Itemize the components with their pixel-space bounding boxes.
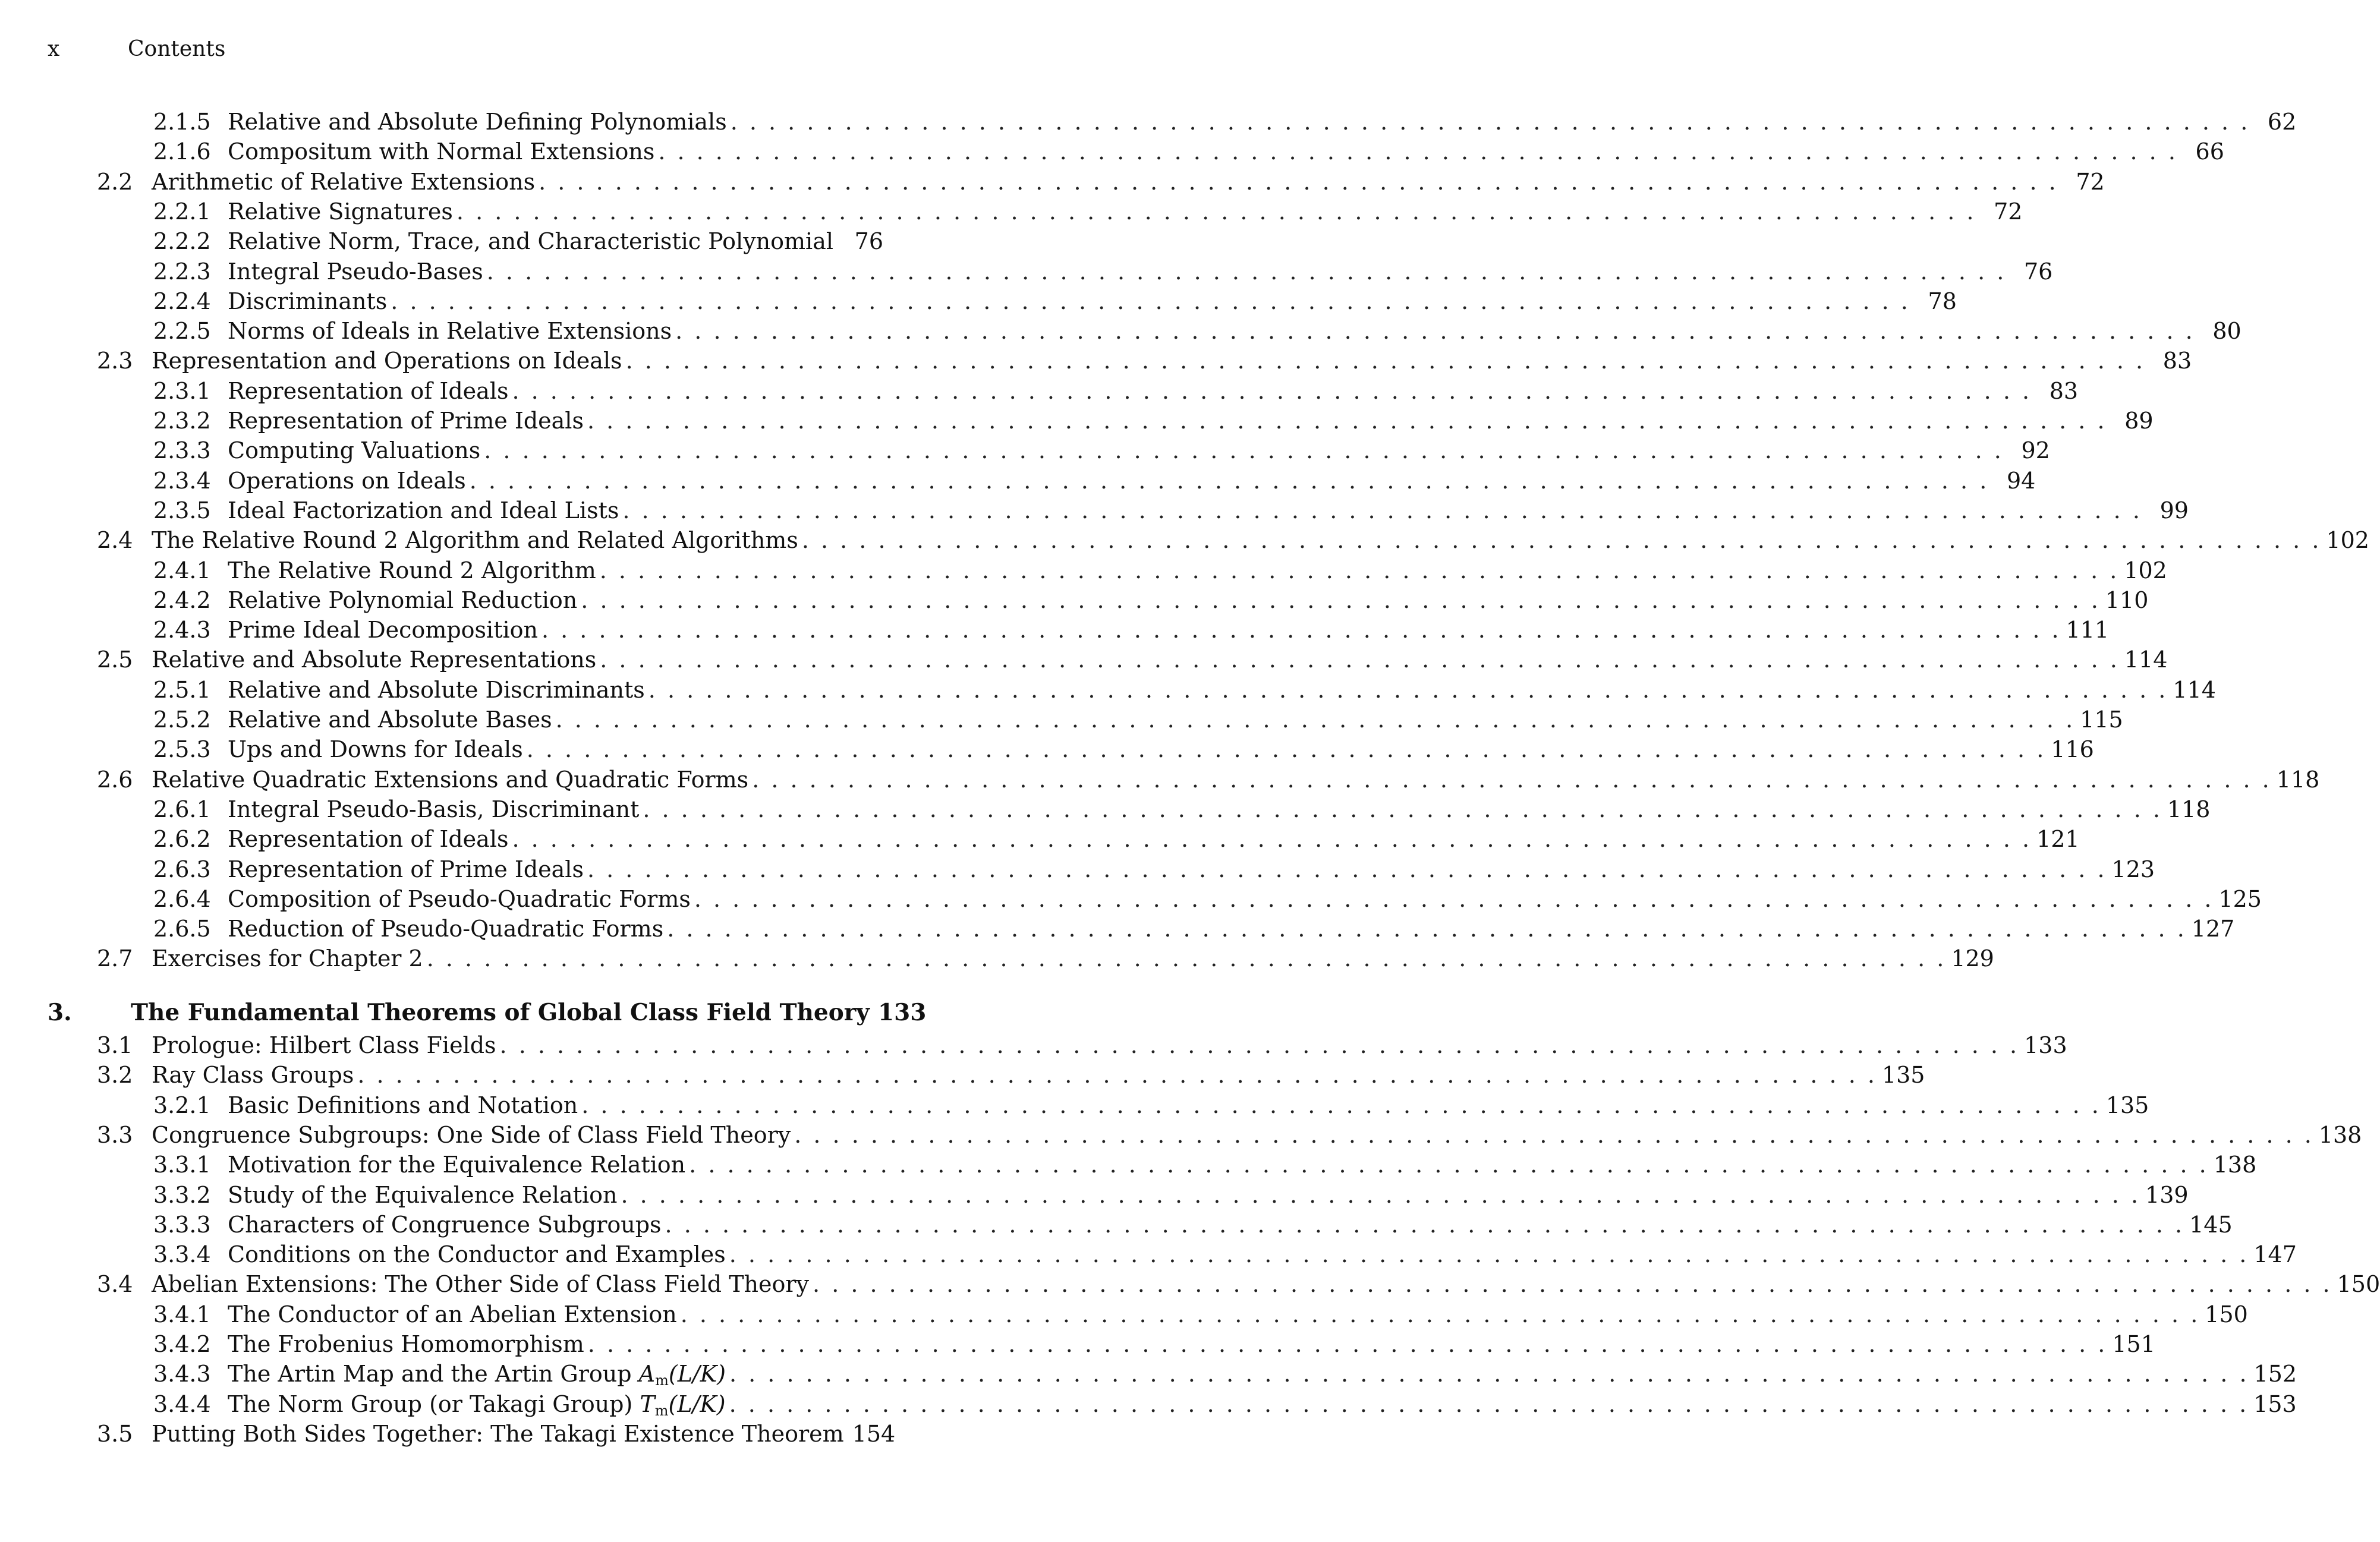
toc-entry-page: 121: [2036, 826, 2080, 853]
toc-entry-title: [228, 705, 556, 734]
toc-subsection-entry[interactable]: [153, 1329, 2155, 1359]
dot-leader: . . . . . . . . . . . . . . . . . . . . . . . . . . . . . . . . . . . . . . . . . . . . . . . . . . . . . . . . . . . . . . . . . . . . . . . . . . . . . . . .: [541, 617, 2061, 644]
dot-leader: . . . . . . . . . . . . . . . . . . . . . . . . . . . . . . . . . . . . . . . . . . . . . . . . . . . . . . . . . . . . . . . . . . . . . . . . . . . . . . . .: [486, 258, 2007, 285]
toc-entry-title: [228, 316, 675, 346]
toc-entry-title-text: Conditions on the Conductor and Examples: [228, 1241, 726, 1268]
toc-entry-title-text: Representation of Ideals: [228, 826, 509, 853]
toc-entry-number: 3.2: [97, 1062, 133, 1089]
toc-entry-page: 99: [2159, 497, 2189, 524]
toc-entry-page: 80: [2212, 318, 2242, 345]
toc-entry-page: 72: [2076, 168, 2105, 195]
toc-entry-title-text: The Frobenius Homomorphism: [228, 1331, 584, 1357]
toc-entry-title: [228, 197, 457, 226]
running-title: Contents: [128, 37, 226, 61]
toc-chapter-entry[interactable]: [48, 998, 927, 1027]
toc-entry-number: 3.1: [97, 1032, 133, 1058]
toc-entry-page: 133: [2024, 1032, 2067, 1058]
toc-entry-title-text: The Relative Round 2 Algorithm: [228, 557, 596, 584]
toc-entry-number: 2.6: [97, 766, 133, 793]
toc-entry-page: 94: [2006, 467, 2036, 494]
math-expression: [639, 1361, 726, 1387]
toc-entry-title-text: Compositum with Normal Extensions: [228, 138, 655, 165]
toc-entry-page: 92: [2021, 437, 2050, 464]
toc-subsection-entry[interactable]: [153, 615, 2110, 645]
dot-leader: . . . . . . . . . . . . . . . . . . . . . . . . . . . . . . . . . . . . . . . . . . . . . . . . . . . . . . . . . . . . . . . . . . . . . . . . . . . . . . . .: [391, 288, 1910, 314]
toc-entry-title: [228, 286, 391, 316]
dot-leader: . . . . . . . . . . . . . . . . . . . . . . . . . . . . . . . . . . . . . . . . . . . . . . . . . . . . . . . . . . . . . . . . . . . . . . . . . . . . . . . .: [730, 109, 2250, 135]
toc-entry-title-text: The Norm Group (or Takagi Group): [228, 1390, 633, 1417]
toc-entry-title: [152, 525, 802, 555]
dot-leader: . . . . . . . . . . . . . . . . . . . . . . . . . . . . . . . . . . . . . . . . . . . . . . . . . . . . . . . . . . . . . . . . . . . . . . . . . . . . . . . .: [484, 437, 2004, 464]
toc-entry-page: 127: [2191, 916, 2235, 942]
toc-entry-title: [228, 1210, 665, 1240]
toc-entry-title: [152, 645, 600, 674]
toc-entry-title-text: Norms of Ideals in Relative Extensions: [228, 318, 672, 345]
page-number-roman: x: [48, 37, 60, 61]
dot-leader: . . . . . . . . . . . . . . . . . . . . . . . . . . . . . . . . . . . . . . . . . . . . . . . . . . . . . . . . . . . . . . . . . . . . . . . . . . . . . . . .: [675, 318, 2195, 345]
toc-entry-page: 151: [2112, 1331, 2155, 1357]
toc-entry-title-text: Ups and Downs for Ideals: [228, 736, 523, 763]
dot-leader: . . . . . . . . . . . . . . . . . . . . . . . . . . . . . . . . . . . . . . . . . . . . . . . . . . . . . . . . . . . . . . . . . . . . . . . . . . . . . . . .: [600, 647, 2120, 673]
dot-leader: . . . . . . . . . . . . . . . . . . . . . . . . . . . . . . . . . . . . . . . . . . . . . . . . . . . . . . . . . . . . . . . . . . . . . . . . . . . . . . . .: [813, 1271, 2332, 1298]
toc-subsection-entry[interactable]: [153, 1240, 2297, 1269]
toc-entry-title-text: Arithmetic of Relative Extensions: [152, 168, 536, 195]
toc-subsection-entry[interactable]: [153, 406, 2154, 436]
toc-subsection-entry[interactable]: [153, 1210, 2233, 1240]
toc-section-entry[interactable]: [97, 1269, 2380, 1299]
toc-entry-title-text: Ideal Factorization and Ideal Lists: [228, 497, 619, 524]
toc-entry-page: 76: [2023, 258, 2053, 285]
toc-entry-title: [228, 436, 484, 465]
toc-entry-title: [228, 615, 542, 645]
toc-entry-title: [228, 556, 600, 585]
toc-subsection-entry[interactable]: [153, 734, 2094, 764]
dot-leader: . . . . . . . . . . . . . . . . . . . . . . . . . . . . . . . . . . . . . . . . . . . . . . . . . . . . . . . . . . . . . . . . . . . . . . . . . . . . . . . .: [625, 348, 2146, 374]
toc-entry-number: 2.6.5: [153, 916, 211, 942]
dot-leader: . . . . . . . . . . . . . . . . . . . . . . . . . . . . . . . . . . . . . . . . . . . . . . . . . . . . . . . . . . . . . . . . . . . . . . . . . . . . . . . .: [526, 736, 2047, 763]
math-subscript: m: [655, 1372, 669, 1389]
toc-entry-page: 133: [877, 998, 927, 1026]
toc-entry-number: 3.2.1: [153, 1092, 211, 1118]
toc-section-entry[interactable]: [97, 765, 2320, 794]
toc-entry-title-text: Representation of Prime Ideals: [228, 408, 584, 434]
toc-entry-title-text: Ray Class Groups: [152, 1062, 354, 1089]
math-symbol: A: [638, 1361, 656, 1388]
toc-entry-title: [152, 765, 752, 794]
toc-entry-page: 135: [2105, 1092, 2149, 1118]
toc-entry-page: 110: [2105, 586, 2149, 613]
toc-entry-title: [228, 854, 587, 884]
toc-entry-title-text: Congruence Subgroups: One Side of Class Field Theory: [152, 1121, 791, 1148]
dot-leader: . . . . . . . . . . . . . . . . . . . . . . . . . . . . . . . . . . . . . . . . . . . . . . . . . . . . . . . . . . . . . . . . . . . . . . . . . . . . . . . .: [587, 408, 2107, 434]
dot-leader: . . . . . . . . . . . . . . . . . . . . . . . . . . . . . . . . . . . . . . . . . . . . . . . . . . . . . . . . . . . . . . . . . . . . . . . . . . . . . . . .: [694, 885, 2214, 912]
toc-section-entry[interactable]: [97, 346, 2192, 376]
toc-section-entry[interactable]: [97, 525, 2369, 555]
toc-section-entry[interactable]: [97, 1030, 2067, 1060]
toc-entry-page: 145: [2189, 1211, 2233, 1238]
toc-section-entry[interactable]: [97, 944, 1994, 973]
math-argument: (L/K): [668, 1390, 726, 1417]
toc-entry-number: 2.3.5: [153, 497, 211, 524]
toc-entry-number: 2.2.3: [153, 258, 211, 285]
toc-entry-page: 89: [2124, 408, 2154, 434]
toc-entry-title-text: Motivation for the Equivalence Relation: [228, 1152, 686, 1178]
toc-subsection-entry[interactable]: [153, 496, 2189, 525]
toc-entry-page: 72: [1994, 198, 2023, 225]
toc-entry-title: [152, 1030, 500, 1060]
toc-entry-number: 2.6.2: [153, 826, 211, 853]
math-argument: (L/K): [668, 1361, 726, 1388]
toc-entry-page: 154: [852, 1420, 896, 1447]
toc-subsection-entry[interactable]: [153, 794, 2211, 824]
toc-entry-page: 125: [2218, 885, 2262, 912]
toc-entry-number: 2.3.1: [153, 377, 211, 404]
toc-entry-title: [152, 167, 539, 197]
math-subscript: m: [654, 1402, 669, 1419]
toc-entry-title-text: Prime Ideal Decomposition: [228, 617, 538, 644]
toc-entry-title-text: Representation of Prime Ideals: [228, 856, 584, 882]
math-symbol: T: [640, 1390, 655, 1417]
toc-entry-page: 78: [1928, 288, 1957, 314]
toc-entry-number: 2.2: [97, 168, 133, 195]
toc-subsection-entry[interactable]: [153, 824, 2080, 854]
toc-entry-number: 2.1.5: [153, 109, 211, 135]
toc-entry-number: 2.3: [97, 348, 133, 374]
toc-subsection-entry[interactable]: [153, 1300, 2248, 1329]
toc-entry-title-text: The Relative Round 2 Algorithm and Related Algorithms: [152, 527, 798, 554]
dot-leader: . . . . . . . . . . . . . . . . . . . . . . . . . . . . . . . . . . . . . . . . . . . . . . . . . . . . . . . . . . . . . . . . . . . . . . . . . . . . . . . .: [794, 1121, 2314, 1148]
toc-entry-number: 2.2.5: [153, 318, 211, 345]
toc-entry-title: [228, 1090, 581, 1120]
toc-entry-page: 139: [2145, 1181, 2189, 1208]
toc-entry-title-text: Putting Both Sides Together: The Takagi Existence Theorem: [152, 1420, 844, 1447]
toc-entry-page: 150: [2337, 1271, 2380, 1298]
math-expression: [640, 1391, 725, 1417]
toc-entry-title-text: Reduction of Pseudo-Quadratic Forms: [228, 916, 664, 942]
toc-entry-title: [228, 257, 487, 286]
dot-leader: . . . . . . . . . . . . . . . . . . . . . . . . . . . . . . . . . . . . . . . . . . . . . . . . . . . . . . . . . . . . . . . . . . . . . . . . . . . . . . . .: [469, 467, 1989, 494]
toc-entry-number: 2.2.4: [153, 288, 211, 314]
toc-subsection-entry[interactable]: [153, 854, 2155, 884]
toc-section-entry[interactable]: [97, 1120, 2362, 1150]
dot-leader: . . . . . . . . . . . . . . . . . . . . . . . . . . . . . . . . . . . . . . . . . . . . . . . . . . . . . . . . . . . . . . . . . . . . . . . . . . . . . . . .: [621, 1181, 2141, 1208]
toc-entry-title-text: Relative and Absolute Representations: [152, 647, 597, 673]
toc-entry-title: [228, 1180, 621, 1210]
toc-subsection-entry[interactable]: [153, 137, 2224, 166]
toc-entry-page: 116: [2051, 736, 2094, 763]
toc-entry-page: 62: [2267, 109, 2297, 135]
toc-entry-page: 152: [2253, 1361, 2297, 1388]
running-head: [48, 37, 225, 61]
dot-leader: . . . . . . . . . . . . . . . . . . . . . . . . . . . . . . . . . . . . . . . . . . . . . . . . . . . . . . . . . . . . . . . . . . . . . . . . . . . . . . . .: [426, 945, 1947, 972]
dot-leader: . . . . . . . . . . . . . . . . . . . . . . . . . . . . . . . . . . . . . . . . . . . . . . . . . . . . . . . . . . . . . . . . . . . . . . . . . . . . . . . .: [599, 557, 2120, 584]
toc-entry-title: [228, 107, 731, 137]
toc-entry-title: [228, 824, 512, 854]
dot-leader: . . . . . . . . . . . . . . . . . . . . . . . . . . . . . . . . . . . . . . . . . . . . . . . . . . . . . . . . . . . . . . . . . . . . . . . . . . . . . . . .: [581, 1092, 2101, 1118]
toc-entry-title: [228, 1150, 689, 1180]
toc-entry-number: 2.3.2: [153, 408, 211, 434]
toc-entry-title: [228, 884, 694, 914]
dot-leader: . . . . . . . . . . . . . . . . . . . . . . . . . . . . . . . . . . . . . . . . . . . . . . . . . . . . . . . . . . . . . . . . . . . . . . . . . . . . . . . .: [729, 1390, 2249, 1417]
toc-entry-title-text: Operations on Ideals: [228, 467, 466, 494]
toc-section-entry[interactable]: [97, 1060, 1925, 1090]
toc-entry-title-text: The Artin Map and the Artin Group: [228, 1361, 632, 1388]
toc-entry-title: [228, 406, 587, 436]
dot-leader: . . . . . . . . . . . . . . . . . . . . . . . . . . . . . . . . . . . . . . . . . . . . . . . . . . . . . . . . . . . . . . . . . . . . . . . . . . . . . . . .: [729, 1361, 2249, 1388]
toc-entry-page: 66: [2195, 138, 2224, 165]
dot-leader: . . . . . . . . . . . . . . . . . . . . . . . . . . . . . . . . . . . . . . . . . . . . . . . . . . . . . . . . . . . . . . . . . . . . . . . . . . . . . . . .: [643, 796, 2162, 822]
toc-entry-number: 2.3.3: [153, 437, 211, 464]
toc-entry-number: 2.4.3: [153, 617, 211, 644]
toc-entry-page: 138: [2213, 1152, 2257, 1178]
toc-entry-title-text: The Conductor of an Abelian Extension: [228, 1301, 677, 1327]
toc-entry-title-text: Prologue: Hilbert Class Fields: [152, 1032, 496, 1058]
toc-entry-title: [152, 1060, 357, 1090]
toc-entry-number: 2.5.2: [153, 707, 211, 733]
dot-leader: . . . . . . . . . . . . . . . . . . . . . . . . . . . . . . . . . . . . . . . . . . . . . . . . . . . . . . . . . . . . . . . . . . . . . . . . . . . . . . . .: [587, 1331, 2108, 1357]
toc-entry-number: 2.4.1: [153, 557, 211, 584]
toc-entry-number: 2.6.3: [153, 856, 211, 882]
toc-entry-title-text: Relative Norm, Trace, and Characteristic Polynomial: [228, 228, 834, 255]
toc-entry-page: 114: [2173, 676, 2216, 703]
toc-entry-title-text: Characters of Congruence Subgroups: [228, 1211, 662, 1238]
toc-subsection-entry[interactable]: [153, 705, 2123, 734]
toc-entry-title: [228, 794, 643, 824]
dot-leader: . . . . . . . . . . . . . . . . . . . . . . . . . . . . . . . . . . . . . . . . . . . . . . . . . . . . . . . . . . . . . . . . . . . . . . . . . . . . . . . .: [752, 766, 2272, 793]
toc-entry-page: 138: [2318, 1121, 2362, 1148]
toc-entry-title: [228, 496, 622, 525]
toc-entry-title: [228, 137, 658, 166]
toc-entry-page: 102: [2326, 527, 2369, 554]
toc-entry-number: 2.6.4: [153, 885, 211, 912]
toc-entry-number: 2.2.1: [153, 198, 211, 225]
toc-subsection-entry[interactable]: [153, 1389, 2297, 1419]
dot-leader: . . . . . . . . . . . . . . . . . . . . . . . . . . . . . . . . . . . . . . . . . . . . . . . . . . . . . . . . . . . . . . . . . . . . . . . . . . . . . . . .: [512, 377, 2032, 404]
toc-entry-number: 2.2.2: [153, 228, 211, 255]
dot-leader: . . . . . . . . . . . . . . . . . . . . . . . . . . . . . . . . . . . . . . . . . . . . . . . . . . . . . . . . . . . . . . . . . . . . . . . . . . . . . . . .: [499, 1032, 2020, 1058]
toc-entry-title-text: Relative and Absolute Bases: [228, 707, 552, 733]
toc-entry-page: 118: [2167, 796, 2211, 822]
toc-subsection-entry[interactable]: [153, 107, 2297, 137]
toc-entry-page: 102: [2124, 557, 2167, 584]
toc-entry-title: [131, 998, 873, 1027]
toc-entry-number: 2.7: [97, 945, 133, 972]
toc-entry-title-text: Discriminants: [228, 288, 388, 314]
toc-entry-number: 3.3: [97, 1121, 133, 1148]
toc-entry-title-text: Relative and Absolute Defining Polynomials: [228, 109, 727, 135]
dot-leader: . . . . . . . . . . . . . . . . . . . . . . . . . . . . . . . . . . . . . . . . . . . . . . . . . . . . . . . . . . . . . . . . . . . . . . . . . . . . . . . .: [689, 1152, 2209, 1178]
toc-entry-number: 3.4.2: [153, 1331, 211, 1357]
toc-entry-page: 111: [2066, 617, 2110, 644]
dot-leader: . . . . . . . . . . . . . . . . . . . . . . . . . . . . . . . . . . . . . . . . . . . . . . . . . . . . . . . . . . . . . . . . . . . . . . . . . . . . . . . .: [680, 1301, 2200, 1327]
toc-entry-page: 83: [2049, 377, 2079, 404]
dot-leader: . . . . . . . . . . . . . . . . . . . . . . . . . . . . . . . . . . . . . . . . . . . . . . . . . . . . . . . . . . . . . . . . . . . . . . . . . . . . . . . .: [587, 856, 2107, 882]
toc-entry-number: 3.3.4: [153, 1241, 211, 1268]
toc-subsection-entry[interactable]: [153, 1180, 2189, 1210]
toc-subsection-entry[interactable]: [153, 316, 2242, 346]
toc-entry-title: [228, 734, 527, 764]
toc-entry-title: [228, 675, 648, 705]
toc-entry-title: [228, 466, 470, 496]
toc-subsection-entry[interactable]: [153, 1090, 2149, 1120]
toc-entry-title: [152, 1269, 813, 1299]
toc-entry-number: 2.5.3: [153, 736, 211, 763]
toc-entry-page: 115: [2080, 707, 2123, 733]
toc-entry-title: [228, 914, 667, 944]
toc-entry-title-text: Study of the Equivalence Relation: [228, 1181, 618, 1208]
dot-leader: . . . . . . . . . . . . . . . . . . . . . . . . . . . . . . . . . . . . . . . . . . . . . . . . . . . . . . . . . . . . . . . . . . . . . . . . . . . . . . . .: [648, 676, 2168, 703]
toc-entry-number: 2.5: [97, 647, 133, 673]
toc-entry-page: 76: [854, 228, 884, 255]
dot-leader: . . . . . . . . . . . . . . . . . . . . . . . . . . . . . . . . . . . . . . . . . . . . . . . . . . . . . . . . . . . . . . . . . . . . . . . . . . . . . . . .: [801, 527, 2322, 554]
toc-section-entry[interactable]: [97, 645, 2168, 674]
toc-subsection-entry[interactable]: [153, 556, 2167, 585]
toc-subsection-entry[interactable]: [153, 884, 2262, 914]
toc-subsection-entry[interactable]: [153, 286, 1957, 316]
toc-entry-page: 83: [2162, 348, 2192, 374]
toc-entry-title-text: Composition of Pseudo-Quadratic Forms: [228, 885, 691, 912]
toc-entry-title-text: Computing Valuations: [228, 437, 481, 464]
toc-entry-title-text: Relative and Absolute Discriminants: [228, 676, 645, 703]
dot-leader: . . . . . . . . . . . . . . . . . . . . . . . . . . . . . . . . . . . . . . . . . . . . . . . . . . . . . . . . . . . . . . . . . . . . . . . . . . . . . . . .: [665, 1211, 2185, 1238]
toc-subsection-entry[interactable]: [153, 466, 2036, 496]
toc-entry-number: 2.4: [97, 527, 133, 554]
dot-leader: . . . . . . . . . . . . . . . . . . . . . . . . . . . . . . . . . . . . . . . . . . . . . . . . . . . . . . . . . . . . . . . . . . . . . . . . . . . . . . . .: [456, 198, 1976, 225]
toc-subsection-entry[interactable]: [153, 1150, 2257, 1180]
toc-entry-number: 3.3.3: [153, 1211, 211, 1238]
toc-entry-title-text: Integral Pseudo-Basis, Discriminant: [228, 796, 640, 822]
toc-entry-number: 2.4.2: [153, 586, 211, 613]
toc-entry-page: 118: [2276, 766, 2320, 793]
toc-entry-title: [228, 1240, 729, 1269]
dot-leader: . . . . . . . . . . . . . . . . . . . . . . . . . . . . . . . . . . . . . . . . . . . . . . . . . . . . . . . . . . . . . . . . . . . . . . . . . . . . . . . .: [581, 586, 2101, 613]
toc-entry-page: 153: [2253, 1390, 2297, 1417]
toc-entry-number: 2.1.6: [153, 138, 211, 165]
toc-entry-title: [152, 1419, 848, 1449]
toc-entry-title-text: Representation of Ideals: [228, 377, 509, 404]
toc-entry-title: [228, 585, 581, 615]
toc-entry-title: [228, 226, 837, 256]
toc-entry-page: 150: [2205, 1301, 2248, 1327]
toc-entry-title-text: Relative Polynomial Reduction: [228, 586, 578, 613]
toc-entry-number: 3.3.1: [153, 1152, 211, 1178]
toc-section-entry[interactable]: [97, 1419, 896, 1449]
toc-entry-number: 3.4.1: [153, 1301, 211, 1327]
toc-entry-title-text: The Fundamental Theorems of Global Class Field Theory: [131, 998, 870, 1026]
toc-entry-number: 3.5: [97, 1420, 133, 1447]
toc-entry-number: 2.6.1: [153, 796, 211, 822]
toc-entry-page: 123: [2111, 856, 2155, 882]
toc-entry-title: [152, 944, 427, 973]
toc-subsection-entry[interactable]: [153, 914, 2235, 944]
dot-leader: . . . . . . . . . . . . . . . . . . . . . . . . . . . . . . . . . . . . . . . . . . . . . . . . . . . . . . . . . . . . . . . . . . . . . . . . . . . . . . . .: [512, 826, 2032, 853]
toc-entry-page: 147: [2253, 1241, 2297, 1268]
toc-entry-title: [228, 376, 512, 406]
dot-leader: . . . . . . . . . . . . . . . . . . . . . . . . . . . . . . . . . . . . . . . . . . . . . . . . . . . . . . . . . . . . . . . . . . . . . . . . . . . . . . . .: [729, 1241, 2249, 1268]
toc-entry-number: 3.3.2: [153, 1181, 211, 1208]
toc-entry-page: 114: [2124, 647, 2168, 673]
toc-entry-title-text: Abelian Extensions: The Other Side of Class Field Theory: [152, 1271, 810, 1298]
toc-entry-title-text: Representation and Operations on Ideals: [152, 348, 622, 374]
toc-entry-title-text: Basic Definitions and Notation: [228, 1092, 578, 1118]
dot-leader: . . . . . . . . . . . . . . . . . . . . . . . . . . . . . . . . . . . . . . . . . . . . . . . . . . . . . . . . . . . . . . . . . . . . . . . . . . . . . . . .: [658, 138, 2178, 165]
toc-subsection-entry[interactable]: [153, 197, 2023, 226]
toc-entry-number: 2.3.4: [153, 467, 211, 494]
toc-entry-page: 129: [1951, 945, 1994, 972]
toc-entry-title-text: Relative Quadratic Extensions and Quadratic Forms: [152, 766, 749, 793]
toc-subsection-entry[interactable]: [153, 257, 2053, 286]
toc-entry-number: 3.4.4: [153, 1390, 211, 1417]
toc-entry-title: [152, 346, 626, 376]
toc-section-entry[interactable]: [97, 167, 2105, 197]
dot-leader: . . . . . . . . . . . . . . . . . . . . . . . . . . . . . . . . . . . . . . . . . . . . . . . . . . . . . . . . . . . . . . . . . . . . . . . . . . . . . . . .: [539, 168, 2058, 195]
dot-leader: . . . . . . . . . . . . . . . . . . . . . . . . . . . . . . . . . . . . . . . . . . . . . . . . . . . . . . . . . . . . . . . . . . . . . . . . . . . . . . . .: [667, 916, 2187, 942]
toc-entry-number: 3.4: [97, 1271, 133, 1298]
toc-entry-title: [228, 1300, 681, 1329]
toc-entry-number: 3.: [48, 998, 72, 1026]
toc-entry-title-text: Exercises for Chapter 2: [152, 945, 423, 972]
toc-subsection-entry[interactable]: [153, 376, 2079, 406]
toc-entry-number: 3.4.3: [153, 1361, 211, 1388]
toc-subsection-entry[interactable]: [153, 1359, 2297, 1389]
toc-entry-title-text: Relative Signatures: [228, 198, 453, 225]
toc-entry-title-text: Integral Pseudo-Bases: [228, 258, 483, 285]
toc-entry-title: [152, 1120, 794, 1150]
toc-subsection-entry[interactable]: [153, 436, 2050, 465]
toc-entry-number: 2.5.1: [153, 676, 211, 703]
toc-subsection-entry[interactable]: [153, 585, 2149, 615]
dot-leader: . . . . . . . . . . . . . . . . . . . . . . . . . . . . . . . . . . . . . . . . . . . . . . . . . . . . . . . . . . . . . . . . . . . . . . . . . . . . . . . .: [555, 707, 2076, 733]
toc-entry-page: 135: [1881, 1062, 1925, 1089]
toc-subsection-entry[interactable]: [153, 226, 884, 256]
dot-leader: . . . . . . . . . . . . . . . . . . . . . . . . . . . . . . . . . . . . . . . . . . . . . . . . . . . . . . . . . . . . . . . . . . . . . . . . . . . . . . . .: [622, 497, 2142, 524]
toc-subsection-entry[interactable]: [153, 675, 2216, 705]
dot-leader: . . . . . . . . . . . . . . . . . . . . . . . . . . . . . . . . . . . . . . . . . . . . . . . . . . . . . . . . . . . . . . . . . . . . . . . . . . . . . . . .: [357, 1062, 1877, 1089]
toc-entry-title: [228, 1329, 588, 1359]
